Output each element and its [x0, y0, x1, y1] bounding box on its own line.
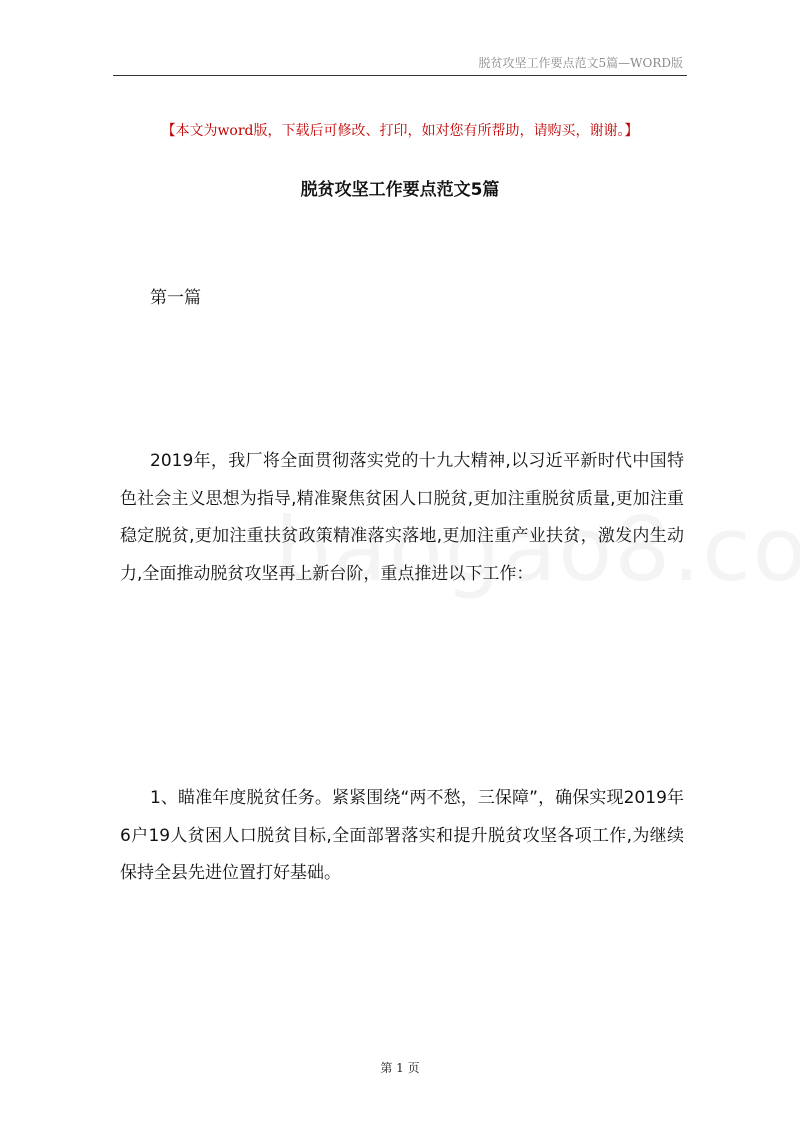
body-paragraph-2: 1、瞄准年度脱贫任务。紧紧围绕“两不愁，三保障”，确保实现2019年6户19人贫困人口脱贫目标,全面部署落实和提升脱贫攻坚各项工作,为继续保持全县先进位置打好基础。: [120, 788, 684, 883]
header-divider: [113, 75, 687, 76]
document-title: 脱贫攻坚工作要点范文5篇: [300, 180, 500, 200]
body-paragraph-1: 2019年，我厂将全面贯彻落实党的十九大精神,以习近平新时代中国特色社会主义思想为指导,精准聚焦贫困人口脱贫,更加注重脱贫质量,更加注重稳定脱贫,更加注重扶贫政策精准落实落地,更加注重产业扶贫，激发内生动力,全面推动脱贫攻坚再上新台阶，重点推进以下工作：: [120, 451, 684, 584]
running-header: 脱贫攻坚工作要点范文5篇—WORD版: [478, 56, 683, 70]
purchase-notice: 【本文为word版，下载后可修改、打印，如对您有所帮助，请购买，谢谢。】: [161, 123, 639, 139]
section-heading: 第一篇: [150, 288, 201, 308]
page-number: 第 1 页: [380, 1061, 420, 1075]
